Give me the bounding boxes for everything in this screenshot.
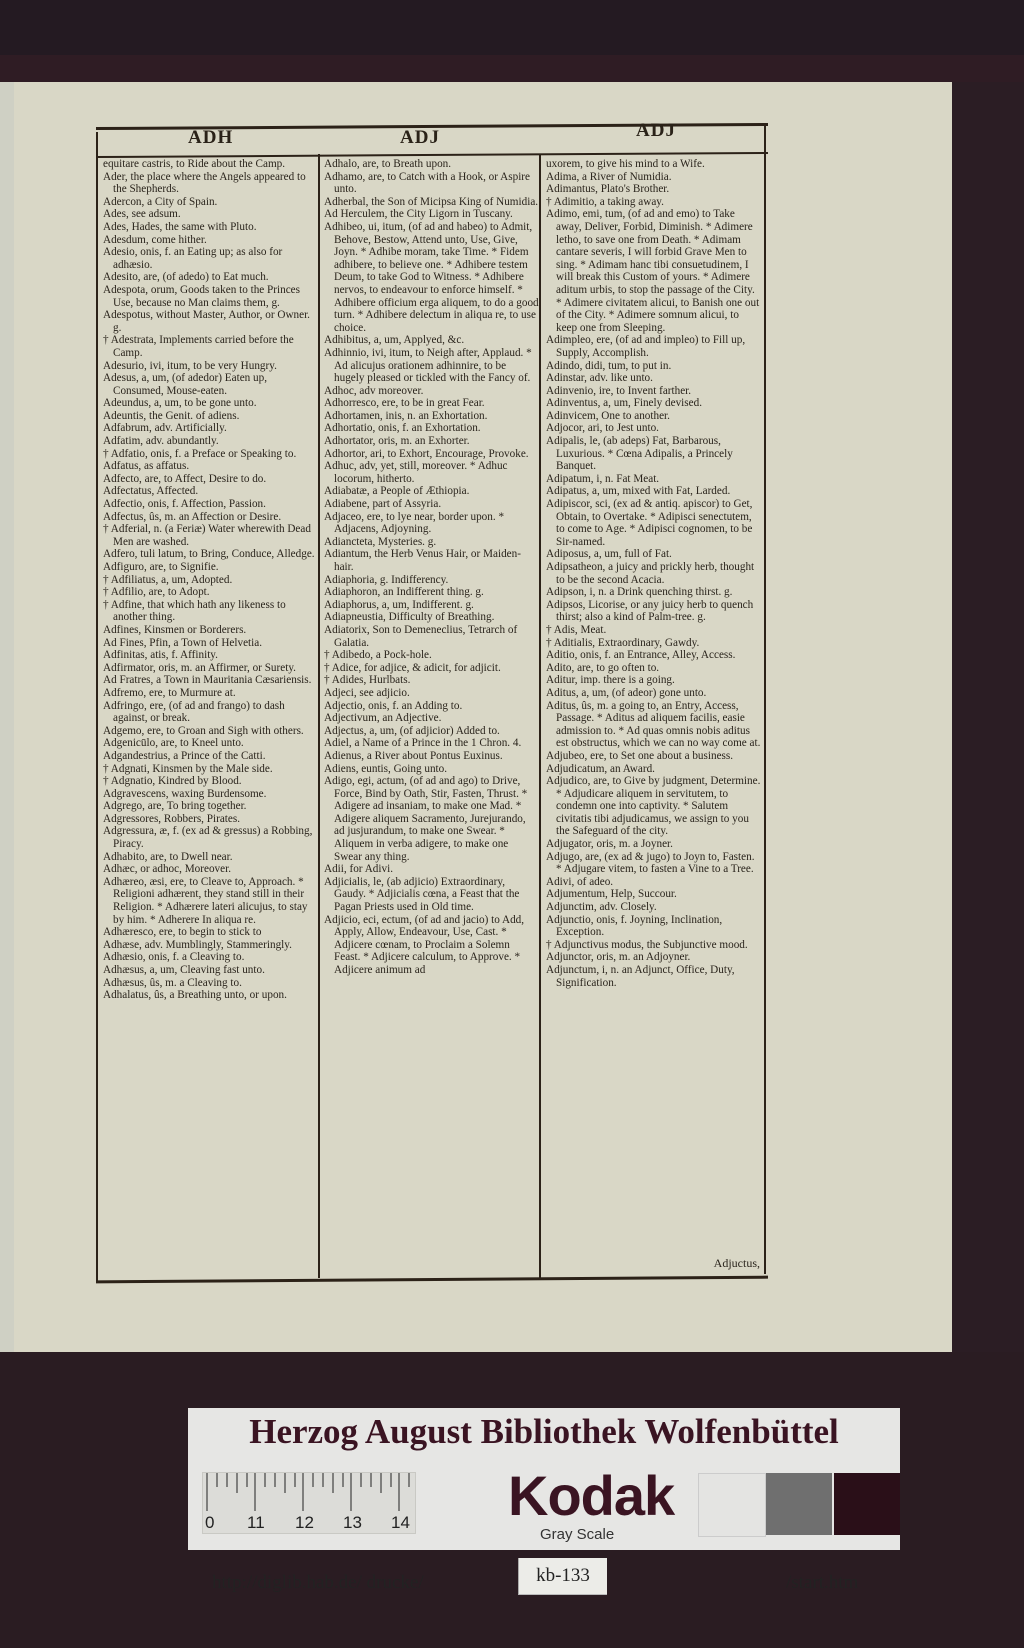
ruler-ticks	[203, 1473, 415, 1513]
dictionary-entry: Adhinnio, ivi, itum, to Neigh after, Applaud. * Ad alicujus orationem adhinnire, to be hugely pleased or tickled with the Fancy of.	[324, 346, 532, 385]
dictionary-entry: † Adimitio, a taking away.	[546, 195, 664, 208]
dictionary-entry: Adhalo, are, to Breath upon.	[324, 158, 452, 170]
dictionary-entry: Adinstar, adv. like unto.	[546, 372, 653, 385]
dictionary-entry: Adiapneustia, Difficulty of Breathing.	[324, 611, 495, 624]
background-right	[952, 82, 1024, 1352]
swatch-gray	[766, 1473, 832, 1535]
url-suffix: /start.htm	[786, 1572, 859, 1593]
dictionary-entry: Adinvenio, ire, to Invent farther.	[546, 384, 692, 397]
institution-name: Herzog August Bibliothek Wolfenbüttel	[249, 1412, 839, 1451]
dictionary-entry: Adgrego, are, To bring together.	[103, 800, 247, 813]
dictionary-entry: Adigo, egi, actum, (of ad and ago) to Drive, Force, Bind by Oath, Stir, Fasten, Thrust. * Adigere ad insaniam, to make one Mad. * Adigere aliquem Sacramento, Jurejurando, ad jusjurandum, to make one Swear. * Aliquem in verba adigere, to make one Swear any thing.	[324, 775, 528, 863]
dictionary-entry: Adespotus, without Master, Author, or Owner. g.	[103, 309, 310, 334]
dictionary-entry: Adhibitus, a, um, Applyed, &c.	[324, 334, 465, 347]
dictionary-entry: Ades, see adsum.	[103, 208, 181, 221]
dictionary-entry: Adipatus, a, um, mixed with Fat, Larded.	[546, 485, 731, 498]
dictionary-entry: Adfectus, ûs, m. an Affection or Desire.	[103, 510, 282, 523]
dictionary-entry: Adhæsus, ûs, m. a Cleaving to.	[103, 976, 242, 989]
dictionary-entry: Adfatim, adv. abundantly.	[103, 435, 219, 448]
dictionary-entry: Adhamo, are, to Catch with a Hook, or Aspire unto.	[324, 170, 530, 196]
gray-scale-label: Gray Scale	[540, 1526, 615, 1543]
dictionary-entry: Adjeci, see adjicio.	[324, 686, 410, 699]
shelfmark-label: kb-133	[518, 1558, 607, 1595]
dictionary-entry: Adfiguro, are, to Signifie.	[103, 561, 219, 573]
dictionary-entry: Adipatum, i, n. Fat Meat.	[546, 472, 660, 485]
dictionary-entry: equitare castris, to Ride about the Camp.	[103, 158, 286, 170]
dictionary-entry: Adfectatus, Affected.	[103, 485, 199, 498]
running-head-1: ADH	[188, 127, 234, 148]
dictionary-entry: Adfinitas, atis, f. Affinity.	[103, 649, 218, 662]
column-border-right	[764, 124, 766, 1274]
dictionary-entry: Adjectio, onis, f. an Adding to.	[324, 699, 463, 712]
dictionary-entry: Adesus, a, um, (of adedor) Eaten up, Consumed, Mouse-eaten.	[103, 372, 268, 397]
column-border-left	[96, 132, 98, 1282]
dictionary-entry: Adindo, didi, tum, to put in.	[546, 359, 672, 372]
dictionary-entry: Adimo, emi, tum, (of ad and emo) to Take away, Deliver, Forbid, Diminish. * Adimere letho, to save one from Death. * Adimam cantare severis, I will forbid Grave Men to sing. * Adimam hanc tibi consuetudinem, I will break this Custom of yours. * Adimere aditum urbis, to stop the passage of the City. * Adimere civitatem alicui, to Banish one out of the City. * Adimere somnum alicui, to keep one from Sleeping.	[546, 208, 760, 334]
dictionary-entry: Adgenicūlo, are, to Kneel unto.	[103, 737, 244, 750]
dictionary-entry: Adjicialis, le, (ab adjicio) Extraordinary, Gaudy. * Adjicialis cœna, a Feast that the Pagan Priests used in Old time.	[324, 875, 520, 914]
dictionary-entry: Adhuc, adv, yet, still, moreover. * Adhuc locorum, hitherto.	[324, 460, 508, 485]
dictionary-entry: † Adis, Meat.	[546, 623, 607, 636]
dictionary-entry: Adjectivum, an Adjective.	[324, 712, 442, 725]
dictionary-entry: Adjicio, eci, ectum, (of ad and jacio) to Add, Apply, Allow, Endeavour, Use, Cast. * Adjicere cœnam, to Proclaim a Solemn Feast. * Adjicere calculum, to Approve. * Adjicere animum ad	[324, 913, 525, 976]
dictionary-entry: Adhæsus, a, um, Cleaving fast unto.	[103, 964, 265, 976]
dictionary-entry: Adhortor, ari, to Exhort, Encourage, Provoke.	[324, 447, 529, 460]
dictionary-entry: Aditur, imp. there is a going.	[546, 674, 675, 687]
dictionary-entry: † Adice, for adjice, & adicit, for adjicit.	[324, 661, 501, 674]
background-band	[0, 55, 1024, 85]
dictionary-entry: Adfirmator, oris, m. an Affirmer, or Surety.	[103, 661, 296, 674]
dictionary-entry: Adhorresco, ere, to be in great Fear.	[324, 397, 485, 410]
dictionary-entry: uxorem, to give his mind to a Wife.	[546, 158, 705, 170]
dictionary-entry: Adespota, orum, Goods taken to the Princes Use, because no Man claims them, g.	[103, 283, 300, 309]
dictionary-entry: Adhabito, are, to Dwell near.	[103, 850, 233, 863]
column-divider-1	[318, 154, 320, 1278]
dictionary-entry: Adhæse, adv. Mumblingly, Stammeringly.	[103, 938, 292, 951]
dictionary-entry: Adherbal, the Son of Micipsa King of Numidia.	[324, 195, 539, 208]
catchword: Adjuctus,	[713, 1256, 760, 1270]
dictionary-entry: † Adfine, that which hath any likeness to another thing.	[103, 598, 286, 624]
dictionary-entry: Adimantus, Plato's Brother.	[546, 183, 670, 196]
ruler-label: 14	[391, 1513, 410, 1532]
dictionary-entry: Adhortatio, onis, f. an Exhortation.	[324, 422, 481, 435]
dictionary-entry: Adfectio, onis, f. Affection, Passion.	[103, 498, 266, 511]
dictionary-entry: Adfecto, are, to Affect, Desire to do.	[103, 472, 267, 485]
dictionary-entry: Adfatus, as affatus.	[103, 460, 190, 473]
dictionary-entry: Adhæsio, onis, f. a Cleaving to.	[103, 951, 245, 964]
dictionary-entry: Adgandestrius, a Prince of the Catti.	[103, 749, 266, 762]
dictionary-entry: Adipson, i, n. a Drink quenching thirst. g.	[546, 586, 733, 599]
dictionary-entry: Adjunctum, i, n. an Adjunct, Office, Duty, Signification.	[546, 964, 735, 989]
dictionary-entry: Adimpleo, ere, (of ad and impleo) to Fill up, Supply, Accomplish.	[546, 334, 746, 359]
dictionary-entry: Adjectus, a, um, (of adjicior) Added to.	[324, 724, 500, 737]
dictionary-entry: Adipalis, le, (ab adeps) Fat, Barbarous, Luxurious. * Cœna Adipalis, a Princely Banquet.	[546, 435, 733, 473]
dictionary-entry: Adjugator, oris, m. a Joyner.	[546, 838, 673, 851]
dictionary-entry: Adhibeo, ui, itum, (of ad and habeo) to Admit, Behove, Bestow, Attend unto, Use, Give, Joyn. * Adhibe moram, take Time. * Fidem adhibere, to believe one. * Adhibere testem Deum, to take God to Witness. * Adhibere nervos, to endeavour to enforce himself. * Adhibere officium erga aliquem, to do a good turn. * Adhibere delectum in aliqua re, to use choice.	[324, 220, 539, 334]
dictionary-entry: † Adfiliatus, a, um, Adopted.	[103, 573, 233, 586]
dictionary-entry: Adgressores, Robbers, Pirates.	[103, 812, 241, 825]
dictionary-entry: † Adgnatio, Kindred by Blood.	[103, 775, 242, 788]
dictionary-entry: Adima, a River of Numidia.	[546, 170, 672, 183]
column-divider-2	[539, 154, 541, 1278]
dictionary-entry: Adhortamen, inis, n. an Exhortation.	[324, 409, 488, 422]
dictionary-entry: Adienus, a River about Pontus Euxinus.	[324, 749, 503, 762]
page-frame	[96, 118, 768, 1283]
dictionary-entry: Adgressura, æ, f. (ex ad & gressus) a Robbing, Piracy.	[103, 825, 313, 851]
dictionary-entry: Adjocor, ari, to Jest unto.	[546, 422, 659, 435]
dictionary-entry: Adinvicem, One to another.	[546, 409, 670, 422]
dictionary-entry: Adivi, of adeo.	[546, 875, 614, 888]
dictionary-entry: Adiabatæ, a People of Æthiopia.	[324, 485, 470, 498]
bottom-rule	[96, 1276, 768, 1284]
dictionary-entry: Adjaceo, ere, to lye near, border upon. * Adjacens, Adjoyning.	[324, 510, 505, 536]
dictionary-entry: Ades, Hades, the same with Pluto.	[103, 220, 257, 233]
dictionary-entry: Aditio, onis, f. an Entrance, Alley, Access.	[546, 649, 736, 662]
dictionary-entry: † Adibedo, a Pock-hole.	[324, 649, 432, 662]
dictionary-entry: Adhortator, oris, m. an Exhorter.	[324, 435, 470, 448]
dictionary-entry: Adito, are, to go often to.	[546, 661, 660, 674]
dictionary-entry: Adjugo, are, (ex ad & jugo) to Joyn to, Fasten. * Adjugare vitem, to fasten a Vine to a Tree.	[546, 850, 755, 876]
dictionary-entry: Adiantum, the Herb Venus Hair, or Maiden-hair.	[324, 548, 521, 573]
dictionary-entry: † Aditialis, Extraordinary, Gawdy.	[546, 636, 700, 649]
dictionary-entry: Adiancteta, Mysteries. g.	[324, 535, 437, 548]
column-3	[546, 158, 761, 1270]
dictionary-entry: Adesurio, ivi, itum, to be very Hungry.	[103, 359, 277, 372]
dictionary-entry: † Adjunctivus modus, the Subjunctive mood.	[546, 938, 748, 951]
column-2	[324, 158, 539, 1270]
dictionary-entry: Adipsatheon, a juicy and prickly herb, thought to be the second Acacia.	[546, 561, 755, 586]
swatch-white	[698, 1473, 766, 1537]
dictionary-entry: Adjumentum, Help, Succour.	[546, 888, 677, 901]
dictionary-entry: Ader, the place where the Angels appeared to the Shepherds.	[103, 170, 306, 196]
dictionary-entry: † Adfatio, onis, f. a Preface or Speaking to.	[103, 447, 297, 460]
dictionary-entry: Adipiscor, sci, (ex ad & antiq. apiscor) to Get, Obtain, to Overtake. * Adipisci senectutem, to come to Age. * Adipisci cognomen, to be Sir-named.	[546, 498, 753, 548]
column-1	[103, 158, 318, 1270]
dictionary-entry: † Adferial, n. (a Feriæ) Water wherewith Dead Men are washed.	[103, 523, 311, 548]
dictionary-entry: Adipsos, Licorise, or any juicy herb to quench thirst; also a kind of Palm-tree. g.	[546, 598, 754, 624]
dictionary-entry: Adinventus, a, um, Finely devised.	[546, 397, 702, 410]
dictionary-entry: Adgemo, ere, to Groan and Sigh with others.	[103, 724, 304, 737]
dictionary-entry: Adfabrum, adv. Artificially.	[103, 422, 227, 435]
dictionary-entry: Adjubeo, ere, to Set one about a business.	[546, 749, 734, 762]
dictionary-entry: Adiaphoron, an Indifferent thing. g.	[324, 586, 484, 599]
dictionary-entry: Adesito, are, (of adedo) to Eat much.	[103, 271, 269, 284]
dictionary-entry: Adhæresco, ere, to begin to stick to	[103, 926, 262, 939]
ruler-label: 13	[343, 1513, 362, 1532]
dictionary-entry: Adhoc, adv moreover.	[324, 384, 424, 397]
facing-page-edge	[0, 82, 15, 1352]
ruler	[202, 1472, 416, 1534]
dictionary-entry: Adjunctor, oris, m. an Adjoyner.	[546, 951, 691, 964]
dictionary-entry: † Adfilio, are, to Adopt.	[103, 586, 210, 599]
dictionary-entry: Adfremo, ere, to Murmure at.	[103, 686, 236, 699]
color-target-card	[188, 1408, 900, 1593]
dictionary-entry: Adii, for Adivi.	[324, 863, 393, 876]
running-head-2: ADJ	[400, 127, 440, 148]
dictionary-entry: Adjudico, are, to Give by judgment, Determine. * Adjudicare aliquem in servitutem, to condemn one into captivity. * Salutem civitatis tibi adjudicamus, we assign to you the Safeguard of the city.	[546, 775, 761, 838]
swatch-black	[834, 1473, 900, 1535]
dictionary-entry: † Adestrata, Implements carried before the Camp.	[103, 334, 294, 359]
dictionary-entry: Adiel, a Name of a Prince in the 1 Chron. 4.	[324, 737, 522, 750]
dictionary-entry: Adhalatus, ûs, a Breathing unto, or upon.	[103, 989, 287, 1002]
dictionary-entry: Adeundus, a, um, to be gone unto.	[103, 397, 257, 410]
dictionary-entry: Ad Fratres, a Town in Mauritania Cæsariensis.	[103, 674, 312, 687]
dictionary-entry: Adgravescens, waxing Burdensome.	[103, 787, 267, 800]
dictionary-entry: Adiaphoria, g. Indifferency.	[324, 573, 449, 586]
dictionary-entry: Adjudicatum, an Award.	[546, 762, 655, 775]
dictionary-entry: Adfero, tuli latum, to Bring, Conduce, Alledge.	[103, 548, 315, 561]
ruler-label: 11	[247, 1513, 265, 1532]
ruler-label: 0	[205, 1513, 215, 1532]
dictionary-entry: Ad Fines, Pfin, a Town of Helvetia.	[103, 636, 263, 649]
running-head-3: ADJ	[636, 120, 676, 141]
url-prefix: http://diglib.hab.de/ drucke/	[212, 1572, 424, 1593]
dictionary-entry: Adfines, Kinsmen or Borderers.	[103, 623, 247, 636]
dictionary-entry: Aditus, ûs, m. a going to, an Entry, Access, Passage. * Aditus ad aliquem facilis, easie admission to. * Ad quas omnis nobis aditus est obstructus, which we can no way come at.	[546, 699, 761, 750]
dictionary-entry: † Adgnati, Kinsmen by the Male side.	[103, 762, 273, 775]
dictionary-entry: Aditus, a, um, (of adeor) gone unto.	[546, 686, 707, 699]
dictionary-entry: Adhæreo, æsi, ere, to Cleave to, Approach. * Religioni adhærent, they stand still in their Religion. * Adhærere lateri alicujus, to stay by him. * Adherere In aliqua re.	[103, 875, 308, 926]
dictionary-entry: Adercon, a City of Spain.	[103, 195, 218, 208]
dictionary-entry: Ad Herculem, the City Ligorn in Tuscany.	[324, 208, 513, 221]
dictionary-entry: Adiaphorus, a, um, Indifferent. g.	[324, 598, 474, 611]
dictionary-entry: Adiposus, a, um, full of Fat.	[546, 548, 672, 561]
dictionary-entry: Adesio, onis, f. an Eating up; as also for adhæsio.	[103, 246, 283, 271]
dictionary-entry: Adiabene, part of Assyria.	[324, 498, 442, 511]
dictionary-entry: Adjunctim, adv. Closely.	[546, 901, 657, 914]
ruler-label: 12	[295, 1513, 314, 1532]
dictionary-entry: Adfringo, ere, (of ad and frango) to dash against, or break.	[103, 699, 285, 725]
dictionary-entry: Adeuntis, the Genit. of adiens.	[103, 409, 240, 422]
dictionary-entry: Adiens, euntis, Going unto.	[324, 762, 448, 775]
dictionary-entry: Adiatorix, Son to Demeneclius, Tetrarch of Galatia.	[324, 623, 518, 649]
kodak-logo: Kodak	[508, 1464, 675, 1527]
dictionary-entry: Adesdum, come hither.	[103, 233, 207, 246]
dictionary-entry: Adhæc, or adhoc, Moreover.	[103, 863, 232, 876]
dictionary-entry: † Adides, Hurlbats.	[324, 674, 411, 687]
dictionary-entry: Adjunctio, onis, f. Joyning, Inclination, Exception.	[546, 913, 723, 939]
